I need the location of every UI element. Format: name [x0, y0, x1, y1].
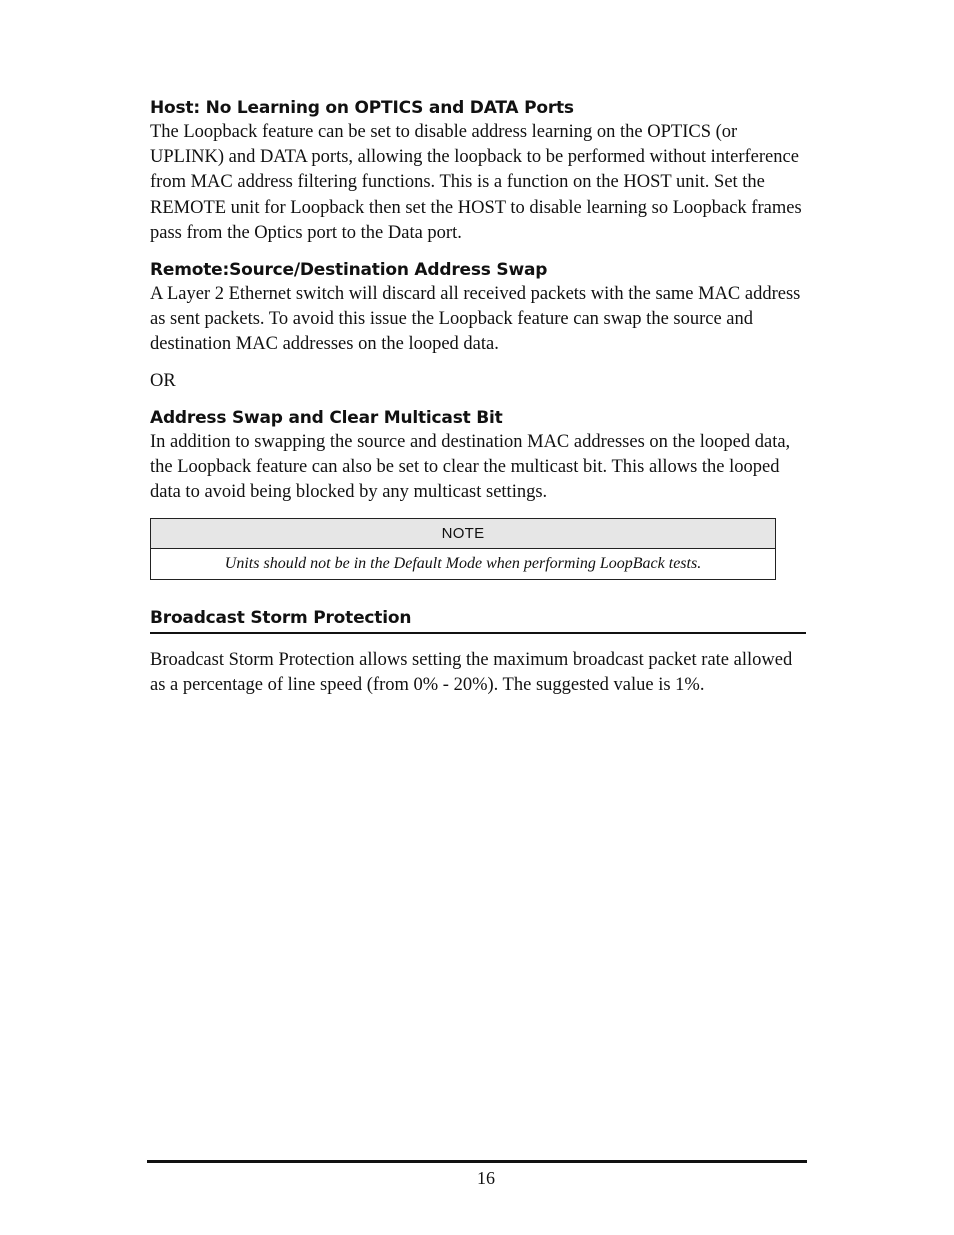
- footer-divider: [147, 1160, 807, 1163]
- section-body: In addition to swapping the source and destination MAC addresses on the looped data, the Loopback feature can also be set to clear the multicast bit. This allows the looped data to avoid being blocked by any multicast settings.: [150, 432, 791, 503]
- note-title: NOTE: [151, 519, 775, 549]
- section-clear-multicast: [150, 406, 806, 506]
- section-body: The Loopback feature can be set to disable address learning on the OPTICS (or UPLINK) and DATA ports, allowing the loopback to be performed without interference from MAC address filtering functions. This is a function on the HOST unit. Set the REMOTE unit for Loopback then set the HOST to disable learning so Loopback frames pass from the Optics port to the Data port.: [150, 122, 802, 243]
- section-heading: Broadcast Storm Protection: [150, 608, 412, 628]
- note-box: [150, 518, 776, 580]
- section-divider: [150, 632, 806, 634]
- section-heading: Host: No Learning on OPTICS and DATA Ports: [150, 98, 574, 118]
- section-heading: Address Swap and Clear Multicast Bit: [150, 408, 503, 428]
- section-body: A Layer 2 Ethernet switch will discard all received packets with the same MAC address as sent packets. To avoid this issue the Loopback feature can swap the source and destination MAC addresses on the looped data.: [150, 284, 801, 355]
- section-heading: Remote:Source/Destination Address Swap: [150, 260, 548, 280]
- section-broadcast-storm: [150, 606, 806, 630]
- page-number: 16: [477, 1168, 495, 1188]
- or-separator: OR: [150, 371, 176, 391]
- note-text: Units should not be in the Default Mode when performing LoopBack tests.: [224, 555, 702, 572]
- section-body: Broadcast Storm Protection allows setting the maximum broadcast packet rate allowed as a percentage of line speed (from 0% - 20%). The suggested value is 1%.: [150, 650, 793, 696]
- section-address-swap: [150, 258, 806, 358]
- section-host-no-learning: [150, 96, 806, 246]
